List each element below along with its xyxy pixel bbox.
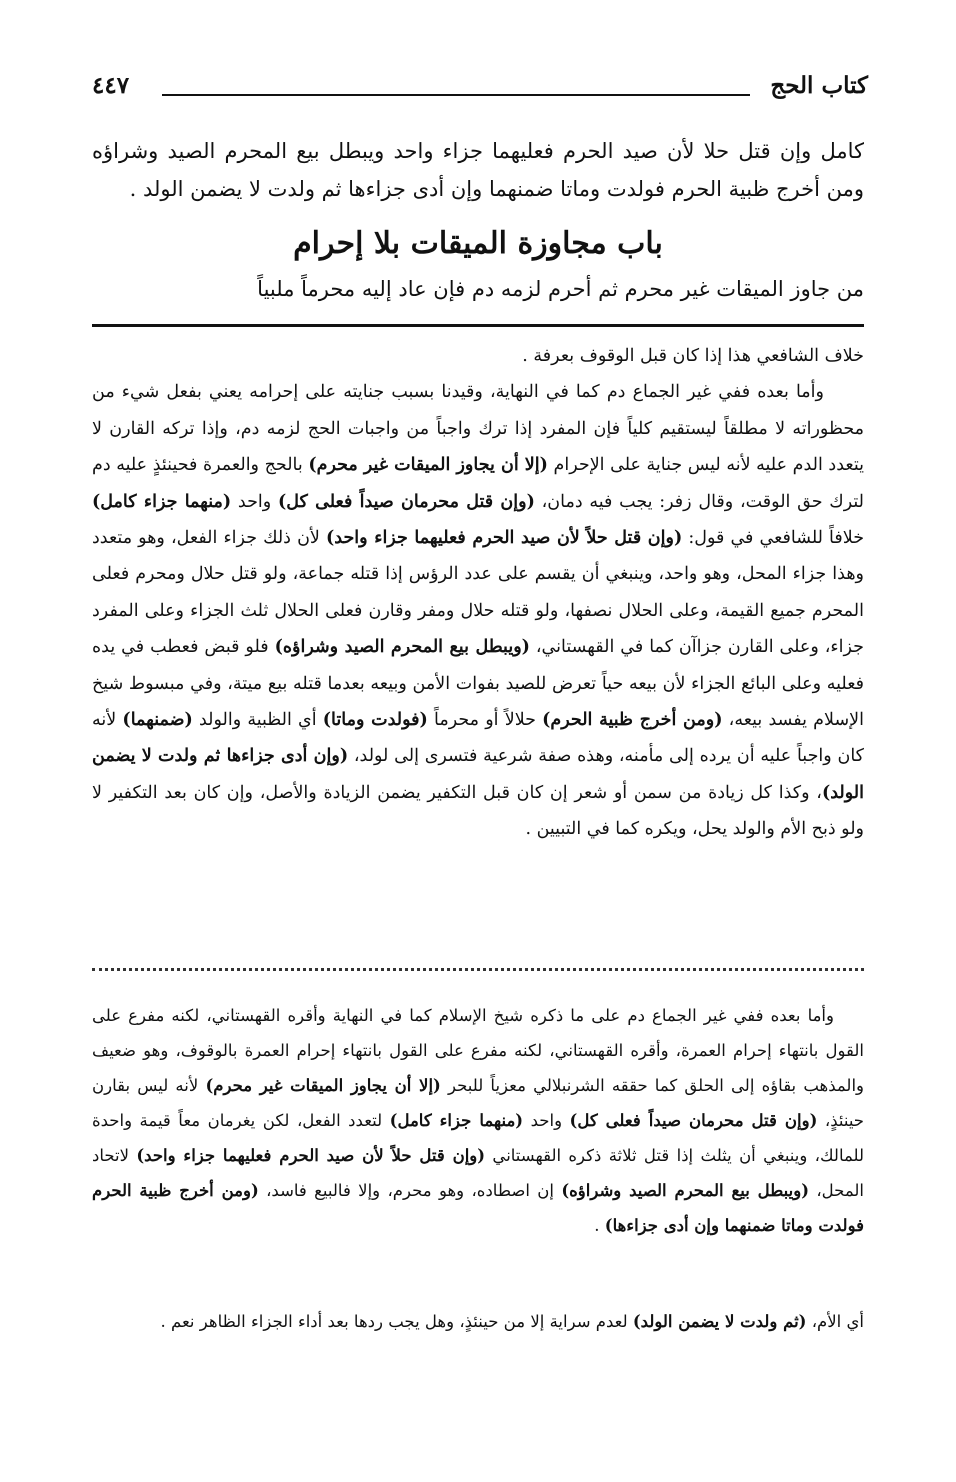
page-number: ٤٤٧ (92, 72, 130, 99)
text-run: أي الأم، (806, 1312, 864, 1331)
text-run: فلو قبض فعطب في يده فعليه وعلى البائع الجزاء لأن بيعه حياً تعرض للصيد بفوات الأمن وبيعه بعدما قتله بيع ميتة، وفي مبسوط شيخ الإسلام يفسد بيعه، (92, 637, 864, 731)
text-run: أي الظبية والولد (192, 710, 323, 731)
chapter-title: باب مجاوزة الميقات بلا إحرام (293, 226, 663, 261)
matn-quote: (ويبطل بيع المحرم الصيد وشراؤه) (274, 637, 530, 658)
text-run: واحد (523, 1111, 570, 1130)
text-run: لأنه كان واجباً عليه أن يرده إلى مأمنه، وهذه صفة شرعية فتسرى إلى لولد، (92, 710, 864, 767)
text-run: لعدم سراية إلا من حينئذٍ، وهل يجب ردها بعد أداء الجزاء الظاهر نعم . (160, 1312, 633, 1331)
matn-quote: (إلا أن يجاوز الميقات غير محرم) (308, 455, 548, 476)
text-run: ، وكذا كل زيادة من سمن أو شعر إن كان قبل التكفير يضمن الزيادة والأصل، وإن كان بعد التكفير لا ولو ذبح الأم والولد يحل، ويكره كما في التبيين . (92, 782, 864, 840)
matn-quote: (ضمنهما) (122, 710, 193, 731)
matn-quote: (منهما جزاء كامل) (92, 491, 232, 512)
footnote-paragraph-2 (92, 1304, 864, 1339)
matn-quote: (ثم ولدت لا يضمن الولد) (632, 1312, 807, 1331)
text-run: لتعدد الفعل، لكن يغرمان معاً قيمة واحدة للمالك، وينبغي أن يثلث إذا قتل ثلاثة ذكره القهستاني (92, 1111, 864, 1165)
matn-quote: (وإن قتل محرمان صيداً فعلى كل) (277, 491, 535, 512)
chapter-matn: من جاوز الميقات غير محرم ثم أحرم لزمه دم فإن عاد إليه محرماً ملبياً (257, 277, 864, 301)
footnote-2 (92, 1304, 864, 1339)
matn-quote: (وإن أدى جزاءها ثم ولدت لا يضمن الولد) (92, 746, 864, 803)
text-run: . (594, 1216, 605, 1235)
footnote (92, 998, 864, 1243)
text-run: لأن ذلك جزاء الفعل، وهو متعدد وهذا جزاء المحل، وهو واحد، وينبغي أن يقسم على عدد الرؤس إذا قتله جماعة، ولو قتل حلال ومحرم فعلى المحرم جميع القيمة، وعلى الحلال نصفها، ولو قتله حلال ومفر وقارن فعلى الحلال ثلث الجزاء وعلى المفرد جزاء، وعلى القارن جزاآن كما في القهستاني، (92, 528, 864, 658)
matn-quote: (منهما جزاء كامل) (389, 1111, 524, 1130)
matn-quote: (وإن قتل محرمان صيداً فعلى كل) (569, 1111, 818, 1130)
text-run: وأما بعده ففي غير الجماع دم كما في النهاية، وقيدنا بسبب جنايته على إحرامه يعني بفعل شيء من محظوراته لا مطلقاً ليستقيم كلياً فإن المفرد إذا ترك واجباً من واجبات الحج لزمه دم، وإذا تركه القارن لا يتعدد الدم عليه لأنه ليس جناية على الإحرام (92, 382, 865, 476)
matn-quote: (إلا أن يجاوز الميقات غير محرم) (205, 1076, 441, 1095)
footnote-paragraph-1 (92, 998, 864, 1243)
matn-quote: (ويبطل بيع المحرم الصيد وشراؤه) (561, 1181, 810, 1200)
matn-text: كامل وإن قتل حلا لأن صيد الحرم فعليهما جزاء واحد ويبطل بيع المحرم الصيد وشراؤه ومن أخرج ظبية الحرم فولدت وماتا ضمنهما وإن أدى جزاءها ثم ولدت لا يضمن الولد . (92, 139, 864, 201)
text-run: واحد (231, 491, 278, 512)
footnote-divider (92, 968, 864, 971)
matn-quote: (ومن أخرج ظبية الحرم) (542, 710, 723, 731)
matn-quote: (وإن قتل حلاً لأن صيد الحرم فعليهما جزاء واحد) (326, 528, 683, 549)
commentary (92, 338, 864, 848)
header-rule (162, 94, 750, 96)
text-run: بالحج والعمرة فحينئذٍ عليه دم لترك حق الوقت، وقال زفر: يجب فيه دمان، (92, 455, 865, 512)
matn-quote: (وإن قتل حلاً لأن صيد الحرم فعليهما جزاء واحد) (136, 1146, 486, 1165)
matn-quote: (ومن أخرج ظبية الحرم فولدت وماتا ضمنهما وإن أدى جزاءها) (92, 1181, 864, 1235)
text-run: وأما بعده ففي غير الجماع دم على ما ذكره شيخ الإسلام كما في النهاية وأقره القهستاني، لكنه مفرع على القول بانتهاء إحرام العمرة، وأقره القهستاني، لكنه مفرع على القول بانتهاء إحرام العمرة بالوقوف، وهو ضعيف والمذهب بقاؤه إلى الحلق كما حققه الشرنبلالي معزياً للبحر (92, 1006, 865, 1095)
text-run: إن اصطاده، وهو محرم، وإلا فالبيع فاسد، (258, 1181, 562, 1200)
text-run: حلالاً أو محرماً (427, 710, 543, 731)
commentary-paragraph-2 (92, 374, 864, 847)
text-run: لأنه ليس بقارن حينئذٍ، (92, 1076, 864, 1130)
book-title: كتاب الحج (770, 72, 868, 99)
text-run: خلافاً للشافعي في قول: (682, 528, 865, 549)
matn-quote: (فولدت وماتا) (322, 710, 428, 731)
page-header (92, 72, 868, 112)
section-divider (92, 324, 864, 327)
text-run: لاتحاد المحل، (92, 1146, 864, 1200)
commentary-paragraph-1: خلاف الشافعي هذا إذا كان قبل الوقوف بعرفة . (522, 346, 864, 366)
